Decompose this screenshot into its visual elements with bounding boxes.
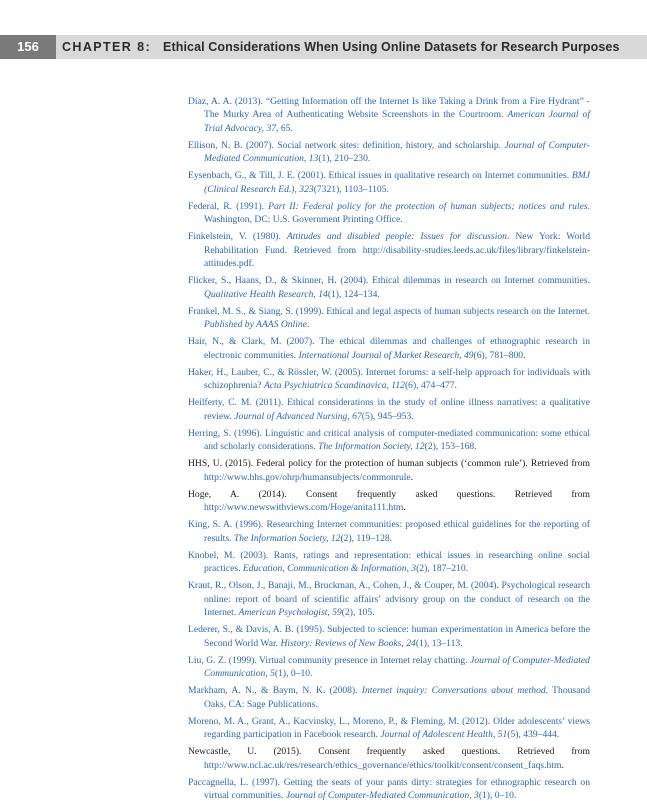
reference-tail: (1), 13–113. [415,637,463,649]
reference-text: Kraut, R., Olson, J., Banaji, M., Bruckman, A., Cohen, J., & Couper, M. (2004). Psychological research online: report of board of scientific affairs’ advisory group on the conduct of research on the Internet. [188,580,590,619]
reference-entry [188,230,590,270]
reference-text: Liu, G. Z. (1999). Virtual community presence in Internet relay chatting. [188,654,471,666]
reference-entry [188,95,590,135]
reference-tail: . [561,759,564,771]
chapter-label: CHAPTER 8: [62,40,152,54]
reference-link[interactable]: http://www.hhs.gov/ohrp/humansubjects/commonrule [204,471,411,483]
reference-link[interactable]: http://www.newswithviews.com/Hoge/anita111.htm [204,502,404,514]
reference-entry [188,335,590,362]
reference-tail: (7321), 1103–1105. [313,183,389,195]
reference-entry [188,139,590,166]
reference-entry [188,305,590,332]
reference-tail: . [403,502,406,514]
reference-source: BMJ (Clinical Research Ed.), 323 [204,170,590,195]
reference-tail: (1), 210–230. [318,153,371,165]
reference-source: Part II: Federal policy for the protection of human subjects; notices and rules [268,200,588,212]
page-number: 156 [0,35,56,59]
reference-text: Finkelstein, V. (1980). [188,231,287,243]
reference-text: Heilferty, C. M. (2011). Ethical considerations in the study of online illness narratives: a qualitative review. [188,397,590,422]
reference-source: Journal of Computer-Mediated Communication, 13 [204,139,591,165]
reference-source: Attitudes and disabled people: Issues for discussion [286,231,507,243]
reference-text: Frankel, M. S., & Siang, S. (1999). Ethical and legal aspects of human subjects research on the Internet. [188,305,590,317]
reference-tail: (6), 781–800. [473,349,526,361]
reference-tail: (5), 945–953. [361,410,414,422]
reference-entry [188,715,590,742]
reference-text: Hair, N., & Clark, M. (2007). The ethical dilemmas and challenges of ethnographic research in electronic communities. [188,336,590,361]
reference-tail: (2), 119–128. [340,532,393,544]
reference-text: Federal, R. (1991). [188,200,269,212]
reference-text: Lederer, S., & Davis, A. B. (1995). Subjected to science: human experimentation in America before the Second World War. [188,624,590,649]
reference-list [188,95,590,806]
reference-source: The Information Society, 12 [233,532,341,544]
reference-text: Hoge, A. (2014). Consent frequently asked questions. Retrieved from [188,488,590,500]
reference-text: Newcastle, U. (2015). Consent frequently asked questions. Retrieved from [188,746,590,758]
reference-tail: . [410,471,414,483]
reference-source: Journal of Computer-Mediated Communication, 3 [285,790,479,802]
reference-text: Eysenbach, G., & Till, J. E. (2001). Ethical issues in qualitative research on Internet communities. [188,170,572,182]
reference-source: Journal of Adolescent Health, 51 [380,729,508,741]
reference-text: Ellison, N. B. (2007). Social network sites: definition, history, and scholarship. [188,139,505,151]
reference-entry [188,745,590,772]
chapter-heading [62,35,620,59]
reference-source: Published by AAAS Online [204,319,307,331]
reference-text: Markham, A. N., & Baym, N. K. (2008). [188,685,362,697]
reference-tail: (1), 0–10. [478,790,517,802]
running-header [0,35,647,59]
reference-entry [188,579,590,619]
reference-entry [188,169,590,196]
reference-entry [188,684,590,711]
reference-tail: (1), 124–134. [327,288,380,300]
reference-entry [188,274,590,301]
reference-tail: (5), 439–444. [507,729,560,741]
reference-source: International Journal of Market Research, 49 [298,349,474,361]
reference-source: The Information Society, 12 [318,441,425,453]
reference-tail: (1), 0–10. [274,668,313,680]
reference-entry [188,366,590,393]
reference-text: HHS, U. (2015). Federal policy for the protection of human subjects (‘common rule’). Retrieved from [188,458,590,470]
reference-tail: (2), 153–168. [424,441,477,453]
reference-entry [188,518,590,545]
chapter-title: Ethical Considerations When Using Online Datasets for Research Purposes [163,40,620,54]
reference-source: Journal of Advanced Nursing, 67 [234,410,362,422]
reference-tail: , 65. [276,122,293,134]
reference-tail: (2), 187–210. [416,563,469,575]
reference-entry [188,427,590,454]
reference-tail: . Thousand Oaks, CA: Sage Publications. [204,685,591,710]
reference-entry [188,549,590,576]
reference-text: Flicker, S., Haans, D., & Skinner, H. (2004). Ethical dilemmas in research on Internet communities. [188,275,590,287]
reference-tail: . [306,319,310,331]
reference-text: Moreno, M. A., Grant, A., Kacvinsky, L., Moreno, P., & Fleming, M. (2012). Older adolescents’ views regarding participation in Facebook research. [188,715,590,741]
reference-source: Acta Psychiatrica Scandinavica, 112 [263,380,405,392]
reference-text: Knobel, M. (2003). Rants, ratings and representation: ethical issues in researching online social practices. [188,549,590,575]
reference-text: King, S. A. (1996). Researching Internet communities: proposed ethical guidelines for the reporting of results. [188,519,590,544]
reference-entry [188,623,590,650]
reference-entry [188,457,590,484]
reference-tail: . New York: World Rehabilitation Fund. Retrieved from http://disability-studies.leeds.ac.uk/files/library/finkelstein-attitudes.pdf. [204,231,591,270]
reference-source: Journal of Computer-Mediated Communication, 5 [204,654,590,680]
reference-entry [188,654,590,681]
reference-text: Haker, H., Lauber, C., & Rössler, W. (2005). Internet forums: a self-help approach for individuals with schizophrenia? [188,366,590,392]
reference-entry [188,488,590,515]
reference-source: History: Reviews of New Books, 24 [280,637,416,649]
reference-source: Qualitative Health Research, 14 [204,288,328,300]
reference-entry [188,776,590,803]
reference-tail: (2), 105. [341,607,375,619]
reference-source: American Journal of Trial Advocacy, 37 [204,109,591,134]
reference-source: Internet inquiry: Conversations about method [361,685,546,697]
reference-text: Paccagnella, L. (1997). Getting the seats of your pants dirty: strategies for ethnographic research on virtual communities. [188,776,590,802]
reference-entry [188,396,590,423]
reference-tail: (6), 474–477. [404,380,457,392]
reference-entry [188,200,590,227]
reference-source: Education, Communication & Information, 3 [242,563,417,575]
reference-text: Diaz, A. A. (2013). “Getting Information off the Internet Is like Taking a Drink from a Fire Hydrant” - The Murky Area of Authenticating Website Screenshots in the Courtroom. [188,96,590,121]
reference-text: Herring, S. (1996). Linguistic and critical analysis of computer-mediated communication: some ethical and scholarly considerations. [188,427,590,453]
reference-tail: . Washington, DC: U.S. Government Printing Office. [204,200,590,226]
reference-link[interactable]: http://www.ncl.ac.uk/res/research/ethics_governance/ethics/toolkit/consent/consent_faqs.htm [204,759,562,771]
reference-source: American Psychologist, 59 [238,607,342,619]
